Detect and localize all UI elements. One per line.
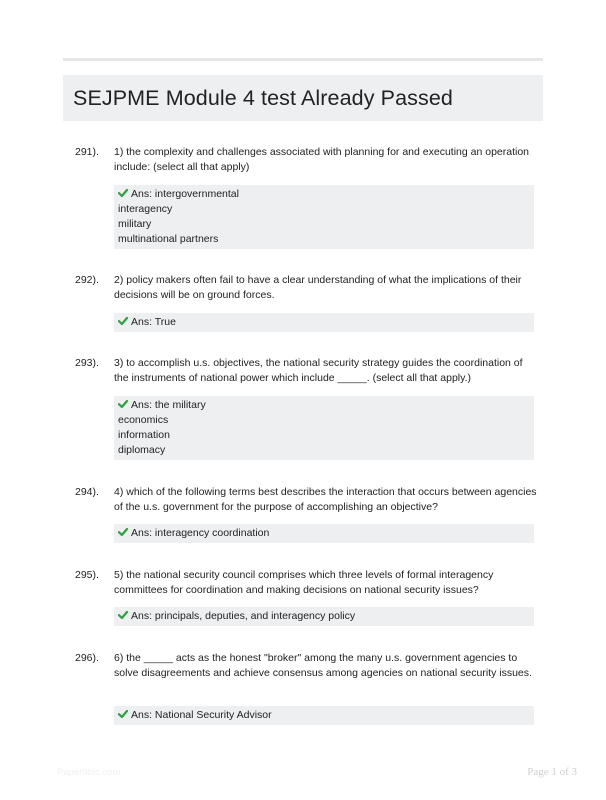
answer-line: economics — [118, 414, 169, 426]
answer-box — [114, 313, 534, 332]
answer-box — [114, 185, 534, 249]
answer-line: Ans: National Security Advisor — [118, 708, 530, 723]
answer-line: multinational partners — [118, 233, 219, 245]
page-indicator: Page 1 of 3 — [527, 766, 577, 778]
title-bar — [63, 75, 543, 121]
answer-line: Ans: intergovernmental — [118, 187, 530, 202]
check-icon — [118, 399, 128, 409]
check-icon — [118, 188, 128, 198]
top-divider — [63, 58, 543, 61]
question-text: 1) the complexity and challenges associated with planning for and executing an operation include: (select all that apply) — [114, 146, 530, 173]
question-text: 3) to accomplish u.s. objectives, the national security strategy guides the coordination of the instruments of national power which include _____. (select all that apply.) — [114, 357, 523, 384]
question-number: 292). — [75, 274, 99, 286]
check-icon — [118, 316, 128, 326]
document-title: SEJPME Module 4 test Already Passed — [73, 85, 453, 110]
question-number: 291). — [75, 146, 99, 158]
question-text: 6) the _____ acts as the honest "broker" among the many u.s. government agencies to solve disagreements and achieve consensus among agencies on national security issues. — [114, 652, 532, 679]
answer-box — [114, 607, 534, 626]
check-icon — [118, 709, 128, 719]
answer-line: Ans: True — [118, 315, 530, 330]
footer-watermark: Paper9bic.com — [57, 767, 121, 778]
answer-line: Ans: principals, deputies, and interagency policy — [118, 609, 530, 624]
answer-box — [114, 706, 534, 725]
check-icon — [118, 610, 128, 620]
answer-line: military — [118, 218, 152, 230]
question-number: 294). — [75, 486, 99, 498]
answer-line: diplomacy — [118, 444, 166, 456]
question-number: 296). — [75, 652, 99, 664]
answer-box — [114, 396, 534, 460]
check-icon — [118, 527, 128, 537]
question-text: 5) the national security council comprises which three levels of formal interagency committees for coordination and making decisions on national security issues? — [114, 569, 494, 596]
question-text: 2) policy makers often fail to have a clear understanding of what the implications of their decisions will be on ground forces. — [114, 274, 522, 301]
question-number: 295). — [75, 569, 99, 581]
answer-line: information — [118, 429, 170, 441]
question-text: 4) which of the following terms best describes the interaction that occurs between agencies of the u.s. government for the purpose of accomplishing an objective? — [114, 486, 537, 513]
answer-line: interagency — [118, 203, 173, 215]
answer-box — [114, 524, 534, 543]
question-number: 293). — [75, 357, 99, 369]
answer-line: Ans: the military — [118, 398, 530, 413]
answer-line: Ans: interagency coordination — [118, 526, 530, 541]
